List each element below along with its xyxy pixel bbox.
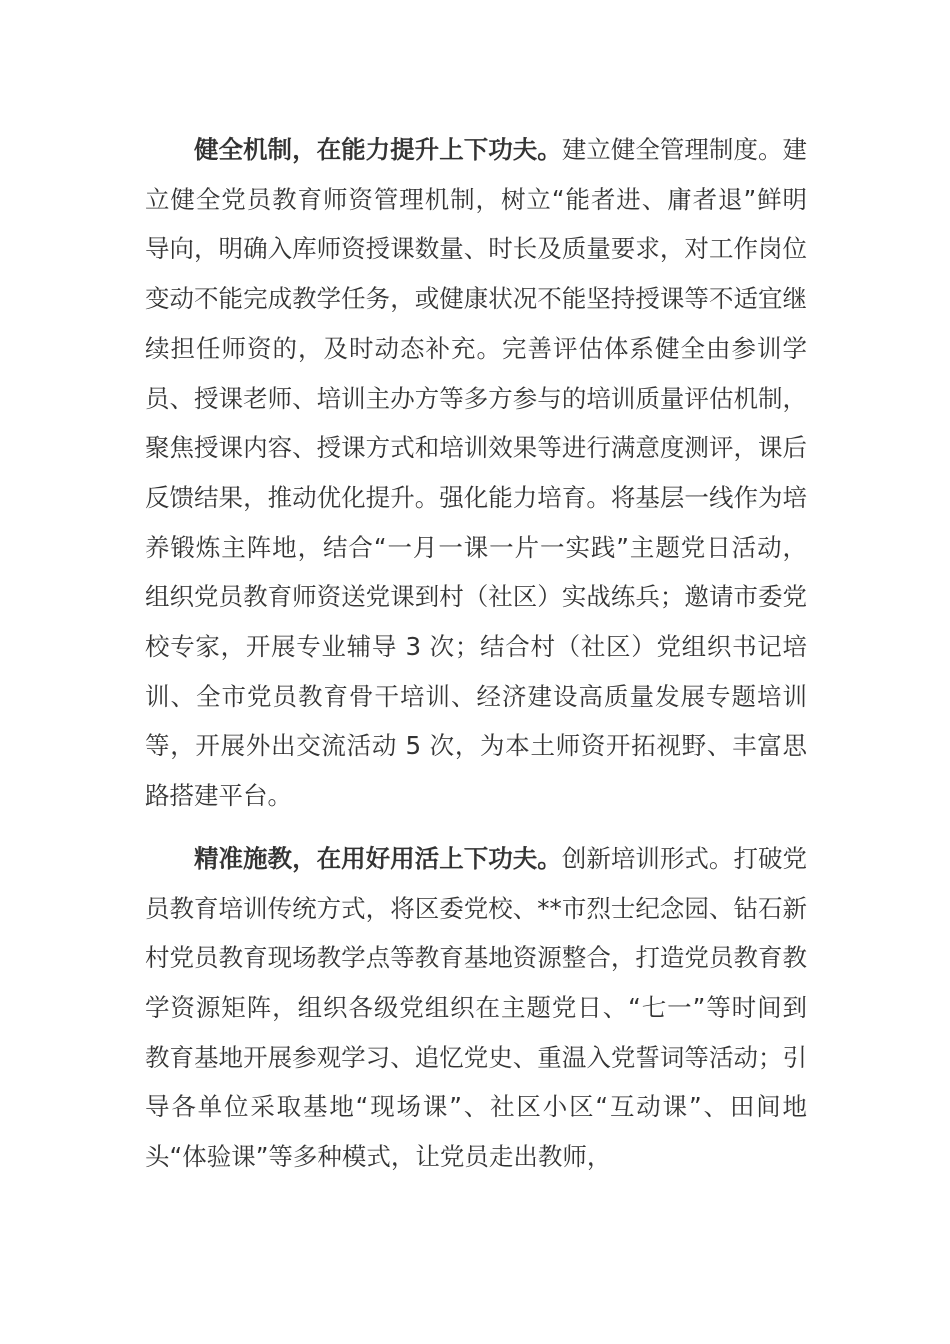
paragraph-teaching xyxy=(145,834,807,1182)
paragraph-body: 创新培训形式。打破党员教育培训传统方式，将区委党校、**市烈士纪念园、钻石新村党员教育现场教学点等教育基地资源整合，打造党员教育教学资源矩阵，组织各级党组织在主题党日、“七一”等时间到教育基地开展参观学习、追忆党史、重温入党誓词等活动；引导各单位采取基地“现场课”、社区小区“互动课”、田间地头“体验课”等多种模式，让党员走出教师， xyxy=(145,843,807,1172)
paragraph-lead: 健全机制，在能力提升上下功夫。 xyxy=(194,135,562,164)
paragraph-lead: 精准施教，在用好用活上下功夫。 xyxy=(194,843,562,873)
paragraph-mechanism xyxy=(145,125,807,821)
document-page xyxy=(145,125,807,1195)
paragraph-body: 建立健全管理制度。建立健全党员教育师资管理机制，树立“能者进、庸者退”鲜明导向，明确入库师资授课数量、时长及质量要求，对工作岗位变动不能完成教学任务，或健康状况不能坚持授课等不适宜继续担任师资的，及时动态补充。完善评估体系健全由参训学员、授课老师、培训主办方等多方参与的培训质量评估机制，聚焦授课内容、授课方式和培训效果等进行满意度测评，课后反馈结果，推动优化提升。强化能力培育。将基层一线作为培养锻炼主阵地，结合“一月一课一片一实践”主题党日活动，组织党员教育师资送党课到村（社区）实战练兵；邀请市委党校专家，开展专业辅导 3 次；结合村（社区）党组织书记培训、全市党员教育骨干培训、经济建设高质量发展专题培训等，开展外出交流活动 5 次，为本土师资开拓视野、丰富思路搭建平台。 xyxy=(145,135,807,811)
